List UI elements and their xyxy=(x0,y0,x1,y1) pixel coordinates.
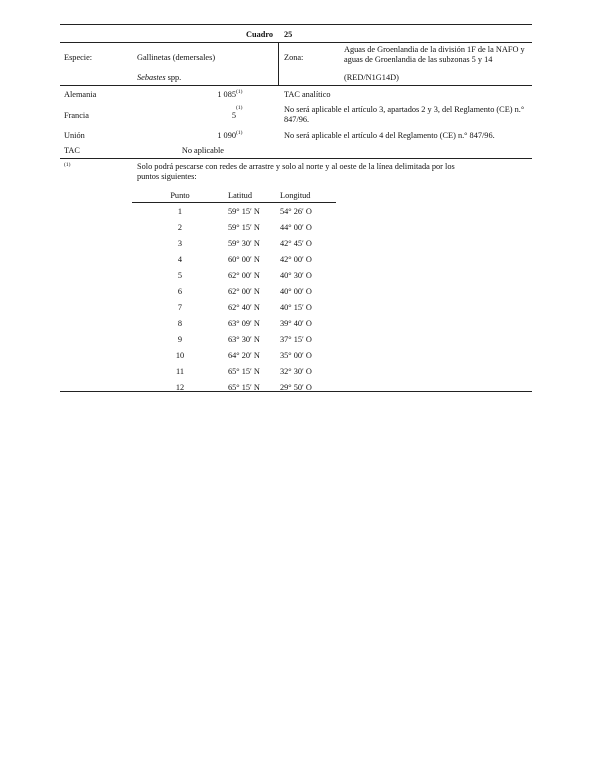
country-alemania: Alemania xyxy=(64,90,97,99)
value-union: 1 090 xyxy=(217,131,236,140)
table-row xyxy=(132,299,336,315)
table-row xyxy=(132,267,336,283)
point-latitude: 62° 00′ N xyxy=(228,286,260,296)
zone-code: (RED/N1G14D) xyxy=(344,73,399,82)
point-longitude: 37° 15′ O xyxy=(280,334,312,344)
point-longitude: 32° 30′ O xyxy=(280,366,312,376)
species-suffix: spp. xyxy=(165,73,182,82)
point-latitude: 65° 15′ N xyxy=(228,382,260,392)
coordinates-table xyxy=(132,189,336,395)
point-number: 5 xyxy=(177,270,183,280)
note-union: (1) xyxy=(236,130,243,136)
table-row xyxy=(132,219,336,235)
point-latitude: 59° 15′ N xyxy=(228,206,260,216)
footnote-section xyxy=(60,159,532,392)
point-latitude: 59° 30′ N xyxy=(228,238,260,248)
point-number: 4 xyxy=(177,254,183,264)
zone-description: Aguas de Groenlandia de la división 1F de la NAFO y aguas de Groenlandia de las subzonas 5 y 14 xyxy=(344,45,525,64)
country-tac: TAC xyxy=(64,146,80,155)
table-title-number: 25 xyxy=(284,30,293,39)
point-number: 10 xyxy=(175,350,185,360)
column-header-latitud: Latitud xyxy=(228,189,280,203)
point-latitude: 62° 00′ N xyxy=(228,270,260,280)
point-latitude: 59° 15′ N xyxy=(228,222,260,232)
table-row xyxy=(132,331,336,347)
table-row xyxy=(132,251,336,267)
point-latitude: 63° 09′ N xyxy=(228,318,260,328)
table-row xyxy=(132,315,336,331)
zone-label: Zona: xyxy=(284,53,304,62)
point-longitude: 42° 00′ O xyxy=(280,254,312,264)
point-number: 2 xyxy=(177,222,183,232)
table-row xyxy=(132,347,336,363)
allocation-rows xyxy=(60,86,532,159)
footnote-marker: (1) xyxy=(64,162,71,168)
remark-union: No será aplicable el artículo 4 del Reglamento (CE) n.° 847/96. xyxy=(284,131,495,140)
table-title-label: Cuadro xyxy=(246,30,274,39)
note-alemania: (1) xyxy=(236,89,243,95)
coordinates-header-row xyxy=(132,189,336,203)
footnote-text: Solo podrá pescarse con redes de arrastre y solo al norte y al oeste de la línea delimitada por los puntos siguientes: xyxy=(137,162,455,181)
point-longitude: 35° 00′ O xyxy=(280,350,312,360)
remark-alemania: TAC analítico xyxy=(284,90,331,99)
point-latitude: 60° 00′ N xyxy=(228,254,260,264)
column-header-punto: Punto xyxy=(132,189,228,203)
point-number: 8 xyxy=(177,318,183,328)
table-row xyxy=(132,379,336,395)
point-longitude: 29° 50′ O xyxy=(280,382,312,392)
value-tac: No aplicable xyxy=(181,146,224,155)
coordinates-body xyxy=(132,203,336,396)
point-latitude: 63° 30′ N xyxy=(228,334,260,344)
remark-francia: No será aplicable el artículo 3, apartados 2 y 3, del Reglamento (CE) n.° 847/96. xyxy=(284,105,525,124)
point-latitude: 65° 15′ N xyxy=(228,366,260,376)
species-label: Especie: xyxy=(64,53,93,62)
point-number: 6 xyxy=(177,286,183,296)
table-row xyxy=(132,235,336,251)
species-zone-header xyxy=(60,43,532,86)
species-common-name: Gallinetas (demersales) xyxy=(137,53,216,62)
point-number: 12 xyxy=(175,382,185,392)
point-number: 3 xyxy=(177,238,183,248)
country-union: Unión xyxy=(64,131,85,140)
quota-table xyxy=(60,24,532,392)
point-longitude: 40° 30′ O xyxy=(280,270,312,280)
point-latitude: 64° 20′ N xyxy=(228,350,260,360)
species-latin: Sebastes xyxy=(137,73,166,82)
point-longitude: 54° 26′ O xyxy=(280,206,312,216)
country-francia: Francia xyxy=(64,111,89,120)
table-title-row xyxy=(60,24,532,43)
point-longitude: 39° 40′ O xyxy=(280,318,312,328)
point-longitude: 44° 00′ O xyxy=(280,222,312,232)
table-row xyxy=(132,363,336,379)
point-number: 11 xyxy=(176,366,184,376)
note-francia: (1) xyxy=(236,105,243,111)
point-longitude: 40° 00′ O xyxy=(280,286,312,296)
header-divider xyxy=(278,43,279,85)
table-row xyxy=(132,203,336,220)
species-scientific-name xyxy=(137,73,181,82)
column-header-longitud: Longitud xyxy=(280,189,336,203)
point-latitude: 62° 40′ N xyxy=(228,302,260,312)
point-number: 1 xyxy=(177,206,183,216)
point-longitude: 42° 45′ O xyxy=(280,238,312,248)
table-row xyxy=(132,283,336,299)
value-francia: 5 xyxy=(231,111,236,120)
value-alemania: 1 085 xyxy=(217,90,236,99)
point-number: 7 xyxy=(177,302,183,312)
point-number: 9 xyxy=(177,334,183,344)
point-longitude: 40° 15′ O xyxy=(280,302,312,312)
